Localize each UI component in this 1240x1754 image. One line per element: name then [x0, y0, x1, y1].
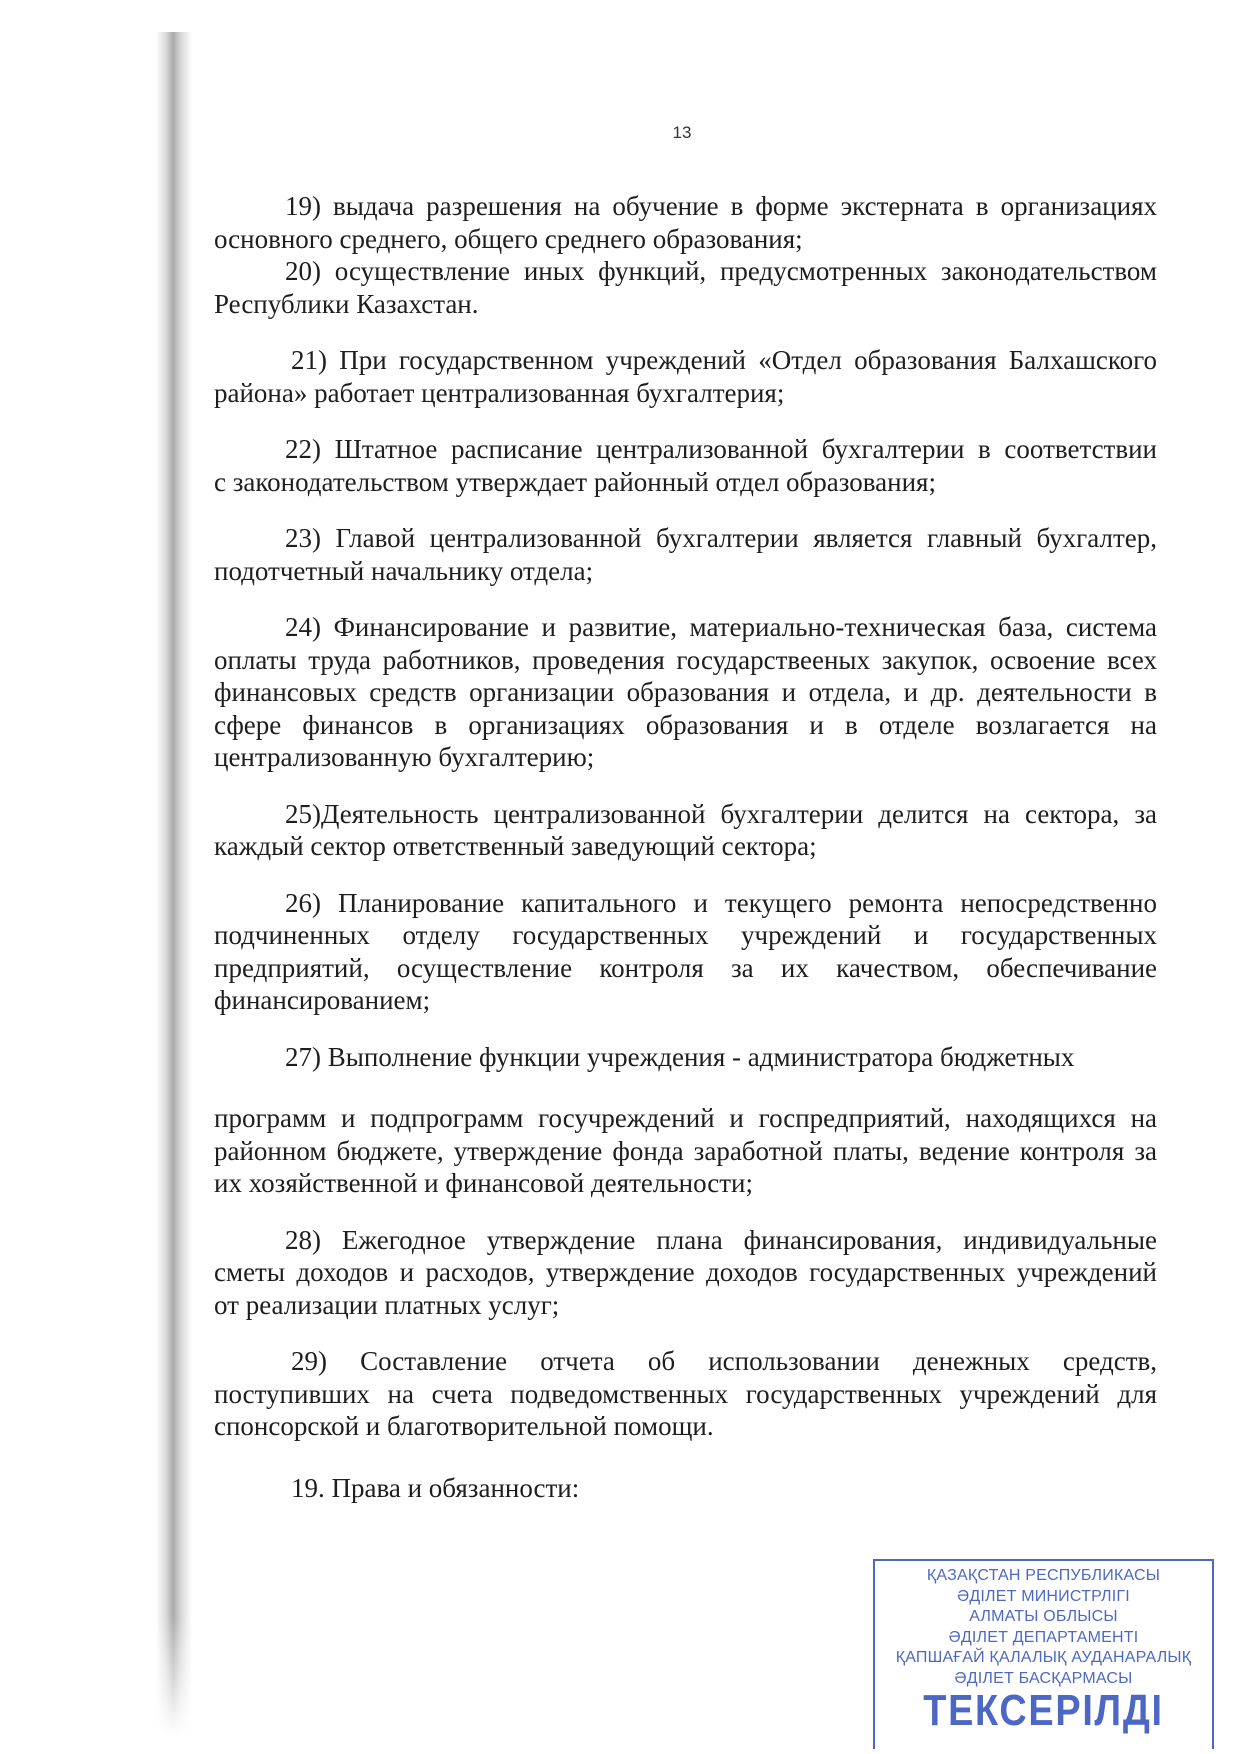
list-item-23: [214, 522, 1157, 587]
stamp-line: ӘДІЛЕТ БАСҚАРМАСЫ: [954, 1669, 1133, 1687]
list-item-22: [214, 433, 1157, 498]
verification-stamp: [873, 1559, 1214, 1749]
paragraph-line: 29) Составление отчета об использовании денежных средств,: [291, 1346, 1157, 1376]
list-item-26: [214, 887, 1157, 1017]
paragraph-line: сфере финансов в организациях образования и в отделе возлагается на: [214, 709, 1157, 740]
paragraph-line: подотчетный начальнику отдела;: [214, 555, 594, 586]
stamp-line: ҚАПШАҒАЙ ҚАЛАЛЫҚ АУДАНАРАЛЫҚ: [895, 1649, 1192, 1666]
paragraph-line: каждый сектор ответственный заведующий сектора;: [214, 831, 817, 861]
paragraph-line: 25)Деятельность централизованной бухгалтерии делится на сектора, за: [285, 798, 1157, 829]
stamp-line: ӘДІЛЕТ МИНИСТРЛІГІ: [957, 1587, 1130, 1605]
stamp-verdict: ТЕКСЕРІЛДІ: [923, 1686, 1164, 1735]
stamp-line: ҚАЗАҚСТАН РЕСПУБЛИКАСЫ: [926, 1567, 1161, 1584]
paragraph-line: их хозяйственной и финансовой деятельности;: [214, 1168, 753, 1198]
list-item-25: [214, 798, 1157, 863]
stamp-line: АЛМАТЫ ОБЛЫСЫ: [969, 1608, 1118, 1625]
paragraph-line: 24) Финансирование и развитие, материально-техническая база, система: [285, 612, 1157, 642]
paragraph-line: финансовых средств организации образования и отдела, и др. деятельности в: [214, 677, 1157, 707]
paragraph-line: программ и подпрограмм госучреждений и госпредприятий, находящихся на: [214, 1103, 1157, 1133]
list-item-21: [214, 344, 1157, 409]
paragraph-line: 27) Выполнение функции учреждения - администратора бюджетных: [285, 1041, 1075, 1072]
list-item-24: [214, 611, 1157, 774]
scan-binding-shadow: [156, 32, 192, 1736]
paragraph-line: 28) Ежегодное утверждение плана финансирования, индивидуальные: [285, 1224, 1157, 1255]
paragraph-line: 23) Главой централизованной бухгалтерии является главный бухгалтер,: [285, 523, 1157, 553]
page-number: 13: [672, 123, 692, 142]
paragraph-line: 21) При государственном учреждений «Отдел образования Балхашского: [291, 345, 1157, 375]
list-item-20: [214, 255, 1157, 320]
section-heading-line: 19. Права и обязанности:: [291, 1472, 580, 1503]
paragraph-line: предприятий, осуществление контроля за их качеством, обеспечивание: [214, 952, 1157, 983]
paragraph-line: основного среднего, общего среднего образования;: [214, 223, 803, 254]
list-item-27-continuation: [214, 1102, 1157, 1200]
paragraph-line: района» работает централизованная бухгалтерия;: [214, 377, 785, 408]
stamp-line: ӘДІЛЕТ ДЕПАРТАМЕНТІ: [948, 1628, 1139, 1646]
paragraph-line: 20) осуществление иных функций, предусмотренных законодательством: [285, 256, 1157, 286]
paragraph-line: 22) Штатное расписание централизованной бухгалтерии в соответствии: [285, 434, 1157, 464]
paragraph-line: сметы доходов и расходов, утверждение доходов государственных учреждений: [214, 1257, 1157, 1287]
paragraph-line: поступивших на счета подведомственных государственных учреждений для: [214, 1378, 1157, 1409]
paragraph-line: 26) Планирование капитального и текущего ремонта непосредственно: [285, 887, 1157, 918]
document-body: [214, 190, 1157, 1504]
paragraph-line: спонсорской и благотворительной помощи.: [214, 1411, 714, 1441]
list-item-27: [214, 1041, 1157, 1074]
paragraph-line: оплаты труда работников, проведения государствееных закупок, освоение всех: [214, 644, 1157, 675]
paragraph-line: 19) выдача разрешения на обучение в форме экстерната в организациях: [285, 191, 1157, 221]
paragraph-line: от реализации платных услуг;: [214, 1289, 560, 1320]
paragraph-line: централизованную бухгалтерию;: [214, 742, 595, 772]
list-item-28: [214, 1224, 1157, 1322]
section-heading-19: [214, 1472, 1157, 1505]
list-item-19: [214, 190, 1157, 255]
paragraph-line: районном бюджете, утверждение фонда заработной платы, ведение контроля за: [214, 1135, 1157, 1166]
list-item-29: [214, 1345, 1157, 1443]
paragraph-line: финансированием;: [214, 985, 431, 1015]
paragraph-line: Республики Казахстан.: [214, 288, 479, 319]
paragraph-line: с законодательством утверждает районный отдел образования;: [214, 466, 936, 497]
paragraph-line: подчиненных отделу государственных учреждений и государственных: [214, 920, 1157, 950]
